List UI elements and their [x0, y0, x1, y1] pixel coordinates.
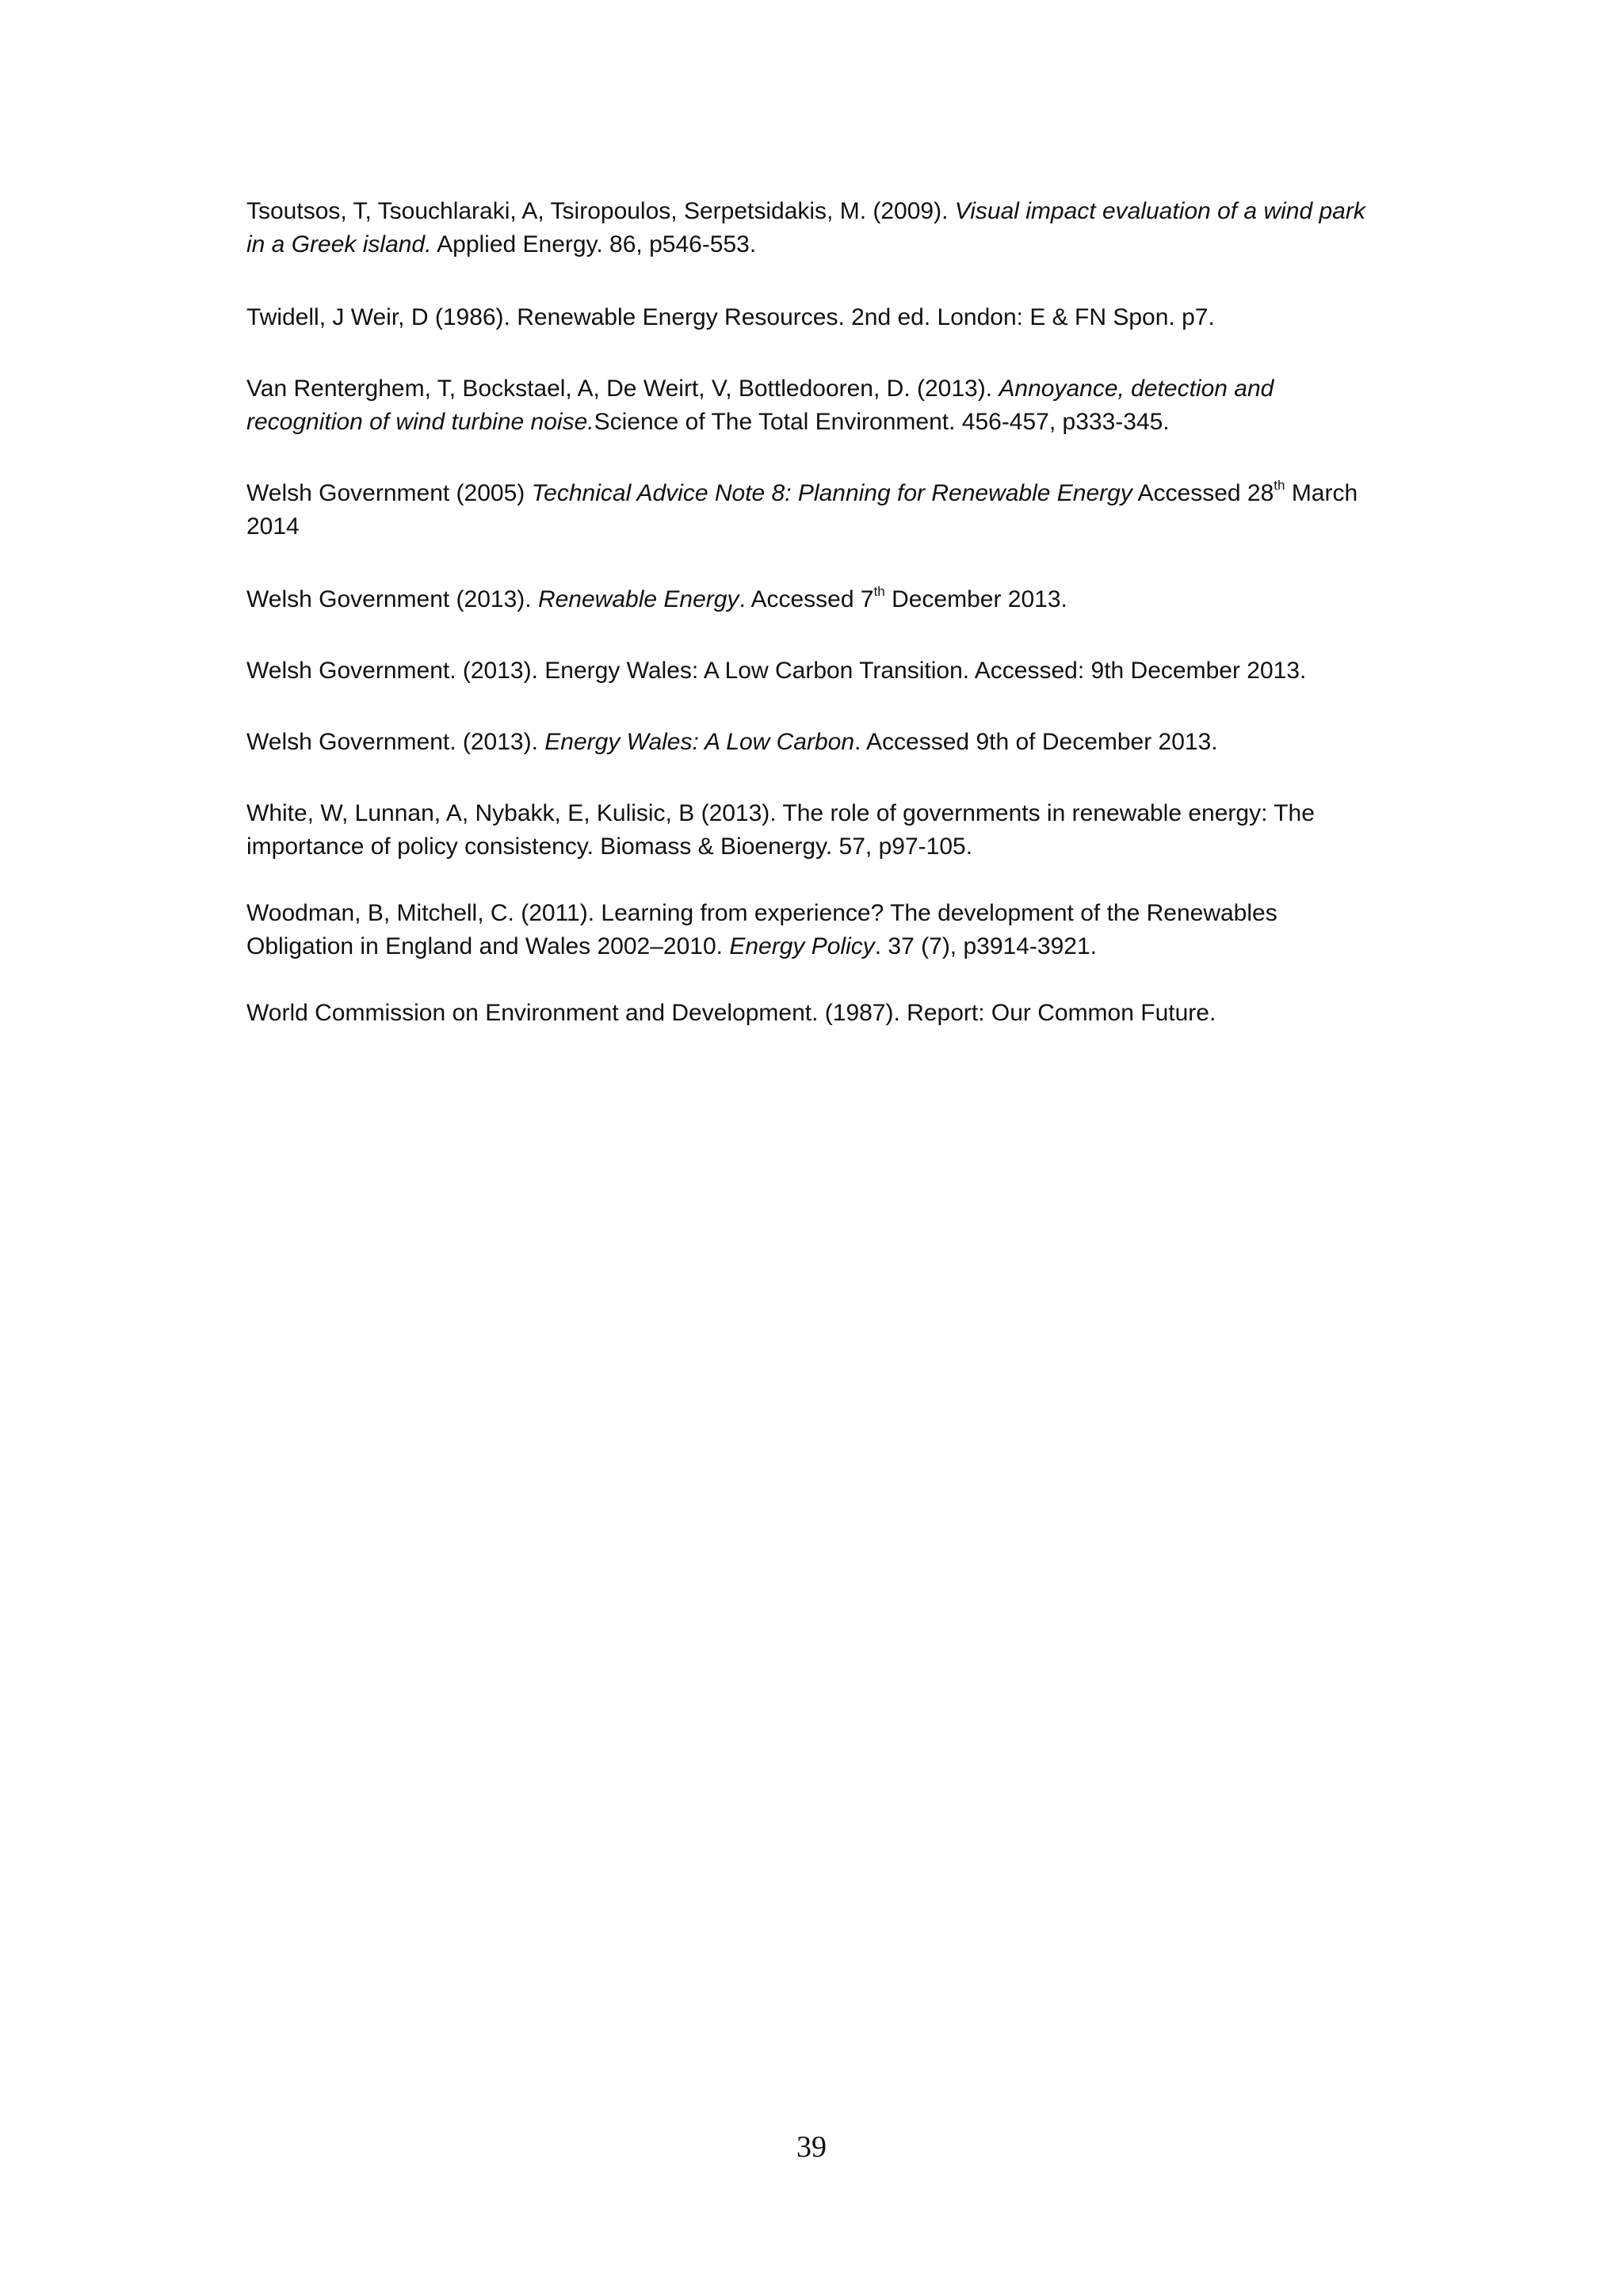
reference-text: Twidell, J Weir, D (1986). Renewable Energy Resources. 2nd ed. London: E & FN Spon. p7.	[246, 304, 1215, 330]
reference-title: Technical Advice Note 8: Planning for Renewable Energy	[531, 480, 1132, 506]
ordinal-suffix: th	[1274, 478, 1285, 493]
reference-text: Welsh Government. (2013).	[246, 729, 545, 755]
reference-text: Accessed 28	[1132, 480, 1274, 506]
reference-title: Annoyance, detection and recognition of wind turbine noise.	[246, 376, 1274, 435]
reference-text: Van Renterghem, T, Bockstael, A, De Weirt, V, Bottledooren, D. (2013).	[246, 376, 999, 402]
reference-text: Tsoutsos, T, Tsouchlaraki, A, Tsiropoulos, Serpetsidakis, M. (2009).	[246, 198, 955, 224]
reference-tsoutsos	[246, 195, 1388, 261]
reference-welsh-government-2013-low-carbon	[246, 726, 1218, 759]
reference-text: Welsh Government (2013).	[246, 586, 538, 612]
reference-text: Woodman, B, Mitchell, C. (2011). Learning from experience? The development of the Renewables Obligation in England and Wales 2002–2010.	[246, 900, 1277, 959]
reference-title: Visual impact evaluation of a wind park in a Greek island.	[246, 198, 1365, 257]
reference-text: . 37 (7), p3914-3921.	[874, 933, 1097, 959]
reference-title: Renewable Energy	[537, 586, 739, 612]
reference-text: Welsh Government. (2013). Energy Wales: A Low Carbon Transition. Accessed: 9th December 2013.	[246, 658, 1307, 684]
ordinal-suffix: th	[873, 584, 885, 599]
reference-woodman	[246, 897, 1388, 963]
reference-text: Welsh Government (2005)	[246, 480, 532, 506]
reference-text: . Accessed 7	[739, 586, 874, 612]
reference-text: December 2013.	[884, 586, 1067, 612]
reference-text: Applied Energy. 86, p546-553.	[431, 231, 757, 257]
reference-twidell	[246, 301, 1215, 334]
reference-text: . Accessed 9th of December 2013.	[854, 729, 1218, 755]
page-number: 39	[796, 2130, 827, 2164]
reference-welsh-government-2005	[246, 477, 1388, 543]
reference-title: Energy Wales: A Low Carbon	[544, 729, 855, 755]
reference-world-commission	[246, 997, 1216, 1030]
reference-van-renterghem	[246, 372, 1388, 439]
reference-text: World Commission on Environment and Development. (1987). Report: Our Common Future.	[246, 1000, 1216, 1026]
reference-text: White, W, Lunnan, A, Nybakk, E, Kulisic, B (2013). The role of governments in renewable energy: The importance of policy consistency. Biomass & Bioenergy. 57, p97-105.	[246, 800, 1315, 860]
reference-welsh-government-2013-renewable	[246, 583, 1067, 616]
reference-text: Science of The Total Environment. 456-457, p333-345.	[594, 409, 1170, 435]
reference-text: March 2014	[246, 480, 1358, 540]
reference-title: Energy Policy	[729, 933, 875, 959]
reference-welsh-government-2013-transition	[246, 654, 1306, 688]
reference-white	[246, 797, 1388, 864]
